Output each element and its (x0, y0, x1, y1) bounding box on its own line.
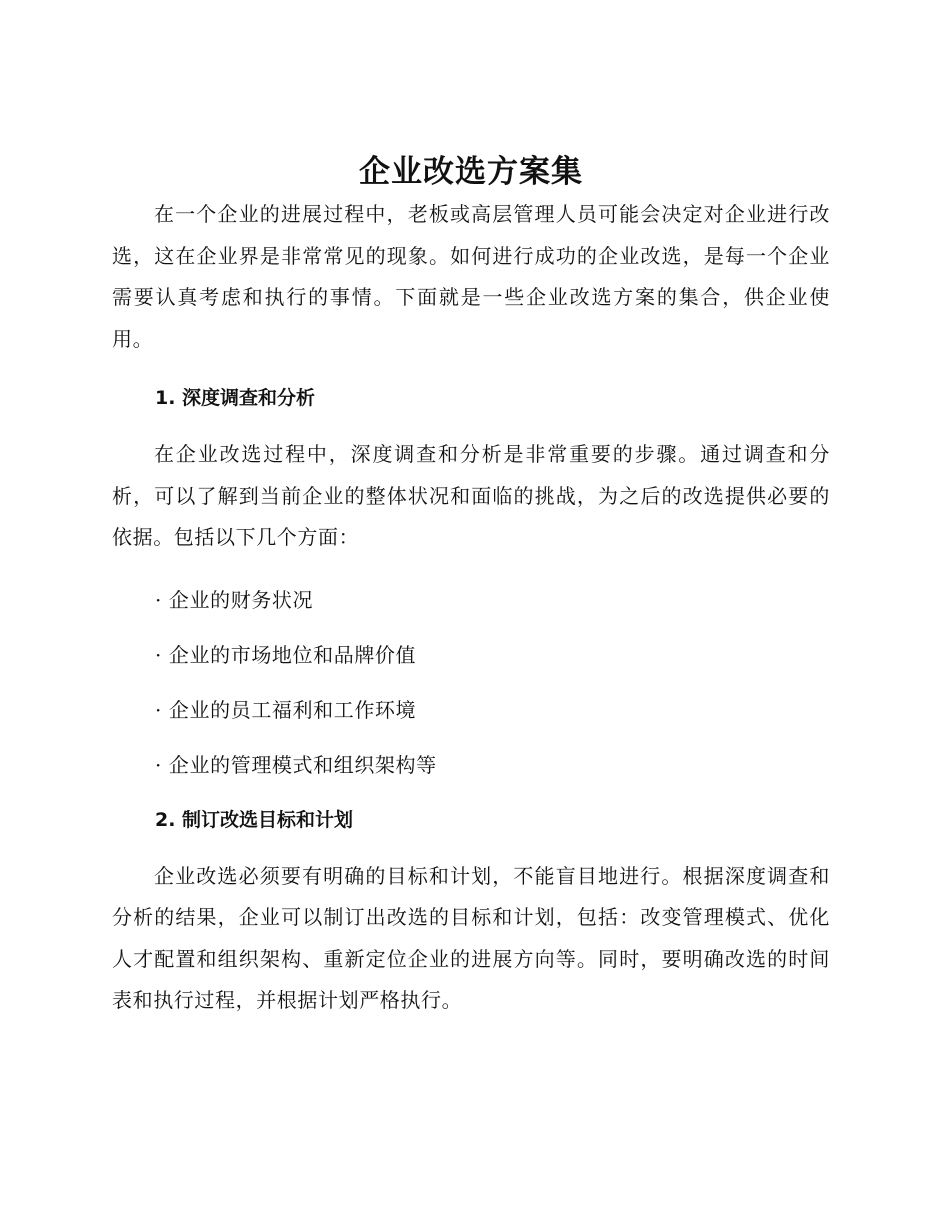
document-page (112, 150, 830, 1022)
spacer (112, 360, 830, 384)
spacer (112, 559, 830, 586)
section-heading-1: 1. 深度调查和分析 (155, 387, 316, 409)
bullet-item: · 企业的管理模式和组织架构等 (155, 752, 437, 777)
section-body-2: 企业改选必须要有明确的目标和计划，不能盲目地进行。根据深度调查和分析的结果，企业可以制订出改选的目标和计划，包括：改变管理模式、优化人才配置和组织架构、重新定位企业的进展方向等。同时，要明确改选的时间表和执行过程，并根据计划严格执行。 (112, 863, 830, 1012)
document-title: 企业改选方案集 (359, 154, 583, 190)
section-body-1: 在企业改选过程中，深度调查和分析是非常重要的步骤。通过调查和分析，可以了解到当前企业的整体状况和面临的挑战，为之后的改选提供必要的依据。包括以下几个方面： (112, 442, 830, 549)
spacer (112, 834, 830, 856)
spacer (112, 724, 830, 751)
spacer (112, 614, 830, 641)
spacer (112, 779, 830, 806)
intro-paragraph: 在一个企业的进展过程中，老板或高层管理人员可能会决定对企业进行改选，这在企业界是非常常见的现象。如何进行成功的企业改选，是每一个企业需要认真考虑和执行的事情。下面就是一些企业改选方案的集合，供企业使用。 (112, 202, 830, 351)
spacer (112, 669, 830, 696)
spacer (112, 412, 830, 434)
bullet-item: · 企业的市场地位和品牌价值 (155, 642, 417, 667)
section-heading-2: 2. 制订改选目标和计划 (155, 808, 354, 831)
bullet-item: · 企业的员工福利和工作环境 (155, 697, 417, 722)
bullet-item: · 企业的财务状况 (155, 587, 314, 612)
